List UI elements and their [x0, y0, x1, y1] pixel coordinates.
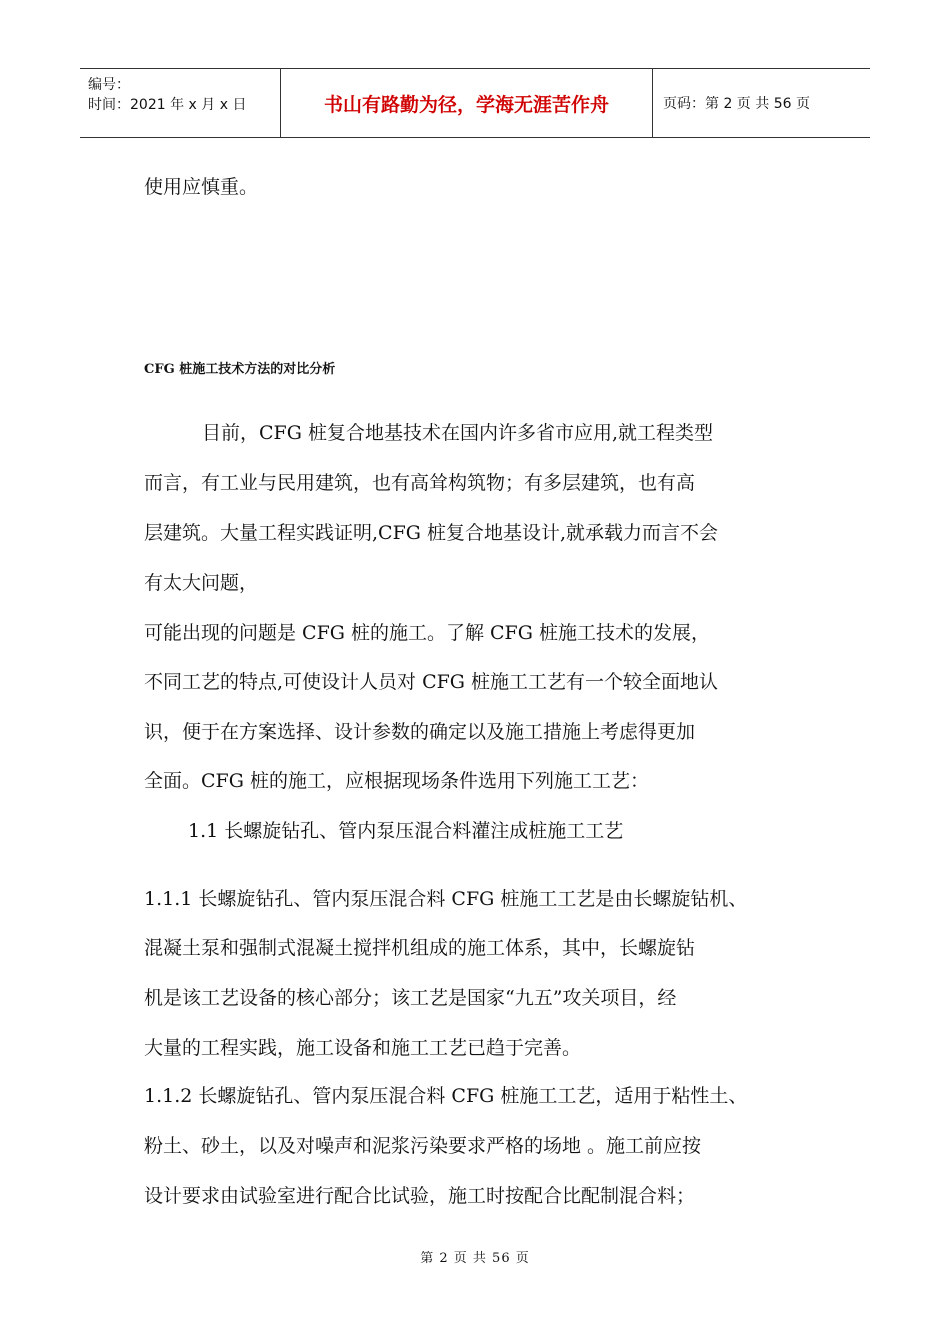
header-page-info: 页码：第 2 页 共 56 页 — [663, 96, 810, 112]
section-heading: CFG 桩施工技术方法的对比分析 — [144, 362, 336, 377]
header-meta — [80, 69, 281, 137]
body-line: 全面。CFG 桩的施工，应根据现场条件选用下列施工工艺： — [144, 770, 649, 792]
body-line: 可能出现的问题是 CFG 桩的施工。了解 CFG 桩施工技术的发展， — [144, 622, 710, 644]
body-line: 机是该工艺设备的核心部分；该工艺是国家“九五”攻关项目，经 — [144, 987, 677, 1009]
time-label: 时间：2021 年 x 月 x 日 — [88, 97, 247, 113]
page-footer: 第 2 页 共 56 页 — [420, 1251, 530, 1266]
body-line: 设计要求由试验室进行配合比试验，施工时按配合比配制混合料； — [144, 1185, 696, 1207]
body-line: 大量的工程实践，施工设备和施工工艺已趋于完善。 — [144, 1037, 582, 1059]
body-line: 1.1.2 长螺旋钻孔、管内泵压混合料 CFG 桩施工工艺，适用于粘性土、 — [144, 1085, 748, 1107]
body-line: 不同工艺的特点,可使设计人员对 CFG 桩施工工艺有一个较全面地认 — [144, 671, 719, 693]
body-line: 1.1 长螺旋钻孔、管内泵压混合料灌注成桩施工工艺 — [188, 820, 624, 842]
page-header — [80, 68, 870, 138]
body-line: 识，便于在方案选择、设计参数的确定以及施工措施上考虑得更加 — [144, 721, 696, 743]
body-line: 混凝土泵和强制式混凝土搅拌机组成的施工体系，其中，长螺旋钻 — [144, 937, 696, 959]
number-label: 编号： — [88, 77, 130, 93]
body-line: 层建筑。大量工程实践证明,CFG 桩复合地基设计,就承载力而言不会 — [144, 522, 719, 544]
header-motto: 书山有路勤为径，学海无涯苦作舟 — [281, 69, 653, 137]
body-line: 有太大问题， — [144, 572, 259, 594]
body-line: 使用应慎重。 — [144, 176, 259, 198]
body-line: 1.1.1 长螺旋钻孔、管内泵压混合料 CFG 桩施工工艺是由长螺旋钻机、 — [144, 888, 748, 910]
body-line: 目前，CFG 桩复合地基技术在国内许多省市应用,就工程类型 — [202, 422, 713, 444]
body-line: 粉土、砂土，以及对噪声和泥浆污染要求严格的场地 。施工前应按 — [144, 1135, 702, 1157]
body-line: 而言，有工业与民用建筑，也有高耸构筑物；有多层建筑，也有高 — [144, 472, 696, 494]
